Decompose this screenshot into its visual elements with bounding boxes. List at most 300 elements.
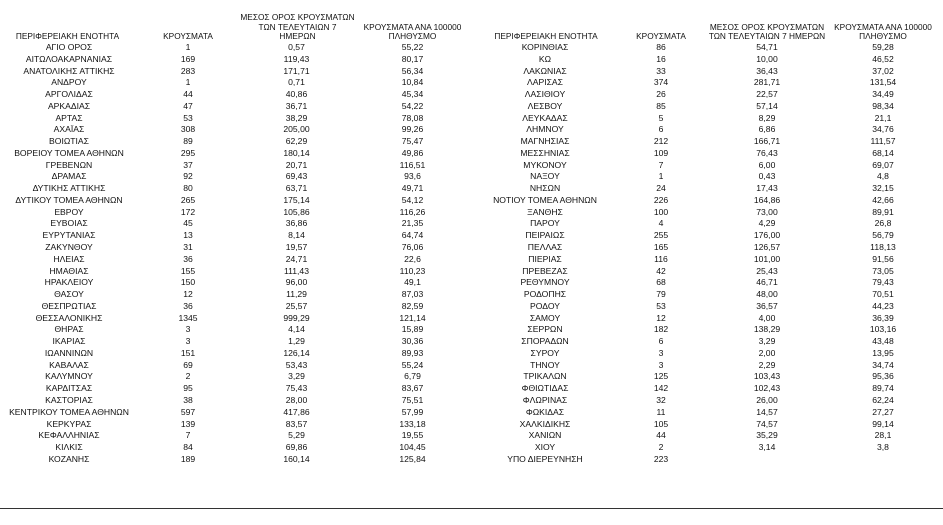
per-100k-cell: 89,74 (872, 383, 894, 394)
region-cell: ΔΡΑΜΑΣ (51, 171, 87, 182)
region-cell: ΘΕΣΠΡΩΤΙΑΣ (41, 300, 97, 311)
region-cell: ΙΩΑΝΝΙΝΩΝ (44, 347, 94, 358)
per-100k-cell: 131,54 (869, 77, 897, 88)
region-cell: ΑΝΑΤΟΛΙΚΗΣ ΑΤΤΙΚΗΣ (23, 65, 115, 76)
table-row (475, 348, 939, 360)
region-cell: ΛΑΚΩΝΙΑΣ (523, 65, 567, 76)
region-cell: ΠΕΙΡΑΙΩΣ (525, 230, 565, 241)
avg-7-days-cell: 175,14 (283, 194, 310, 205)
table-row (0, 54, 470, 66)
avg-7-days-cell: 138,29 (753, 324, 781, 335)
cases-cell: 1345 (178, 312, 198, 323)
header-per-100k: ΚΡΟΥΣΜΑΤΑ ΑΝΑ 100000 ΠΛΗΘΥΣΜΟ (363, 21, 462, 42)
table-row (475, 360, 939, 372)
cases-cell: 109 (653, 147, 669, 158)
table-row (475, 124, 939, 136)
region-cell: ΚΑΛΥΜΝΟΥ (45, 371, 93, 382)
region-cell: ΑΡΤΑΣ (55, 112, 83, 123)
cases-cell: 86 (656, 42, 666, 52)
table-row (0, 360, 470, 372)
avg-7-days-cell: 3,29 (758, 336, 776, 347)
region-cell: ΔΥΤΙΚΗΣ ΑΤΤΙΚΗΣ (32, 183, 106, 194)
table-row (475, 442, 939, 454)
cases-cell: 33 (656, 65, 666, 76)
cases-cell: 1 (185, 42, 191, 52)
table-row (475, 207, 939, 219)
region-cell: ΚΑΣΤΟΡΙΑΣ (45, 394, 93, 405)
table-row (0, 183, 470, 195)
table-row (0, 336, 470, 348)
table-row (475, 289, 939, 301)
avg-7-days-cell: 0,43 (758, 171, 776, 182)
region-cell: ΚΕΡΚΥΡΑΣ (46, 418, 92, 429)
cases-cell: 24 (656, 183, 666, 194)
avg-7-days-cell (707, 454, 827, 466)
region-cell: ΚΕΦΑΛΛΗΝΙΑΣ (38, 430, 100, 441)
per-100k-cell: 68,14 (872, 147, 894, 158)
per-100k-cell: 110,23 (399, 265, 426, 276)
avg-7-days-cell: 3,29 (288, 371, 305, 382)
region-cell: ΕΒΡΟΥ (54, 206, 84, 217)
region-cell: ΗΜΑΘΙΑΣ (49, 265, 89, 276)
cases-cell: 12 (656, 312, 666, 323)
cases-cell: 12 (183, 289, 193, 300)
per-100k-cell: 87,03 (401, 289, 424, 300)
table-row (0, 266, 470, 278)
avg-7-days-cell: 20,71 (285, 159, 308, 170)
per-100k-cell: 15,89 (401, 324, 424, 335)
per-100k-cell: 28,1 (874, 430, 892, 441)
region-cell: ΚΟΖΑΝΗΣ (48, 453, 90, 464)
region-cell: ΜΑΓΝΗΣΙΑΣ (520, 136, 570, 147)
cases-cell: 125 (653, 371, 669, 382)
avg-7-days-cell: 24,71 (285, 253, 308, 264)
cases-cell: 182 (653, 324, 669, 335)
cases-cell: 169 (180, 53, 196, 64)
avg-7-days-cell: 26,00 (756, 394, 778, 405)
table-row (475, 266, 939, 278)
region-cell: ΠΕΛΛΑΣ (527, 242, 563, 253)
region-cell: ΑΧΑΪΑΣ (53, 124, 85, 135)
cases-cell: 5 (658, 112, 664, 123)
per-100k-cell: 103,16 (869, 324, 897, 335)
table-row (475, 195, 939, 207)
region-cell: ΣΕΡΡΩΝ (527, 324, 563, 335)
avg-7-days-cell: 46,71 (756, 277, 778, 288)
per-100k-cell: 111,57 (870, 136, 896, 147)
table-row (0, 66, 470, 78)
cases-cell: 2 (185, 371, 191, 382)
cases-cell: 3 (658, 359, 664, 370)
region-cell: ΛΕΥΚΑΔΑΣ (522, 112, 568, 123)
cases-cell: 89 (183, 136, 193, 147)
right-data-table (475, 42, 939, 466)
region-cell: ΤΡΙΚΑΛΩΝ (523, 371, 567, 382)
avg-7-days-cell: 38,29 (285, 112, 308, 123)
region-cell: ΒΟΙΩΤΙΑΣ (49, 136, 89, 147)
avg-7-days-cell: 4,29 (758, 218, 776, 229)
cases-cell: 255 (653, 230, 669, 241)
per-100k-cell: 76,06 (401, 242, 424, 253)
table-row (475, 89, 939, 101)
avg-7-days-cell: 4,14 (288, 324, 305, 335)
region-cell: ΣΑΜΟΥ (529, 312, 561, 323)
cases-cell: 42 (656, 265, 666, 276)
cases-cell: 139 (180, 418, 196, 429)
region-cell: ΛΑΡΙΣΑΣ (527, 77, 563, 88)
avg-7-days-cell: 11,29 (286, 289, 307, 300)
cases-cell: 53 (183, 112, 193, 123)
per-100k-cell: 99,26 (401, 124, 424, 135)
table-row (0, 42, 470, 54)
avg-7-days-cell: 35,29 (756, 430, 778, 441)
avg-7-days-cell: 36,57 (756, 300, 778, 311)
table-row (0, 89, 470, 101)
region-cell: ΧΑΝΙΩΝ (528, 430, 562, 441)
table-row (0, 348, 470, 360)
per-100k-cell: 34,76 (872, 124, 894, 135)
table-row (0, 324, 470, 336)
cases-cell: 44 (656, 430, 666, 441)
per-100k-cell: 49,71 (401, 183, 424, 194)
region-cell: ΚΙΛΚΙΣ (55, 442, 83, 453)
cases-cell: 4 (658, 218, 664, 229)
table-row (0, 101, 470, 113)
avg-7-days-cell: 74,57 (756, 418, 778, 429)
avg-7-days-cell: 76,43 (756, 147, 778, 158)
header-region: ΠΕΡΙΦΕΡΕΙΑΚΗ ΕΝΟΤΗΤΑ (494, 31, 598, 42)
table-row (0, 113, 470, 125)
avg-7-days-cell: 6,00 (758, 159, 776, 170)
per-100k-cell: 34,74 (872, 359, 894, 370)
per-100k-cell: 78,08 (401, 112, 424, 123)
region-cell: ΘΕΣΣΑΛΟΝΙΚΗΣ (35, 312, 103, 323)
table-row (0, 313, 470, 325)
table-row (0, 371, 470, 383)
per-100k-cell: 10,84 (401, 77, 424, 88)
table-row (475, 101, 939, 113)
region-cell: ΗΡΑΚΛΕΙΟΥ (44, 277, 94, 288)
avg-7-days-cell: 160,14 (283, 453, 310, 464)
region-cell: ΝΗΣΩΝ (529, 183, 561, 194)
cases-cell: 3 (185, 324, 191, 335)
cases-cell: 68 (656, 277, 666, 288)
per-100k-cell: 64,74 (401, 230, 424, 241)
avg-7-days-cell: 126,57 (753, 242, 781, 253)
region-cell: ΑΓΙΟ ΟΡΟΣ (45, 42, 93, 52)
cases-cell: 69 (183, 359, 193, 370)
cases-cell: 150 (180, 277, 196, 288)
cases-cell: 38 (183, 394, 193, 405)
per-100k-cell: 82,59 (401, 300, 424, 311)
avg-7-days-cell: 28,00 (285, 394, 308, 405)
cases-cell: 283 (180, 65, 196, 76)
cases-cell: 6 (658, 336, 664, 347)
per-100k-cell: 104,45 (399, 442, 426, 453)
per-100k-cell: 83,67 (401, 383, 424, 394)
per-100k-cell: 54,22 (401, 100, 424, 111)
table-row (475, 242, 939, 254)
cases-cell: 44 (183, 89, 193, 100)
region-cell: ΠΙΕΡΙΑΣ (528, 253, 562, 264)
avg-7-days-cell: 25,43 (756, 265, 778, 276)
avg-7-days-cell: 75,43 (285, 383, 308, 394)
region-cell: ΘΗΡΑΣ (54, 324, 84, 335)
avg-7-days-cell: 96,00 (285, 277, 308, 288)
avg-7-days-cell: 126,14 (283, 347, 310, 358)
table-row (475, 407, 939, 419)
per-100k-cell: 91,56 (872, 253, 894, 264)
table-row (0, 77, 470, 89)
region-cell: ΚΕΝΤΡΙΚΟΥ ΤΟΜΕΑ ΑΘΗΝΩΝ (9, 406, 129, 417)
region-cell: ΜΕΣΣΗΝΙΑΣ (520, 147, 570, 158)
region-cell: ΠΡΕΒΕΖΑΣ (522, 265, 568, 276)
cases-cell: 92 (183, 171, 193, 182)
cases-cell: 80 (183, 183, 193, 194)
table-row (0, 442, 470, 454)
bottom-rule (0, 508, 943, 509)
avg-7-days-cell: 166,71 (753, 136, 781, 147)
cases-cell: 1 (658, 171, 664, 182)
per-100k-cell: 59,28 (872, 42, 894, 52)
table-row (0, 171, 470, 183)
cases-cell: 151 (180, 347, 196, 358)
table-row (0, 124, 470, 136)
table-row (0, 148, 470, 160)
per-100k-cell: 32,15 (872, 183, 894, 194)
table-row (0, 454, 470, 466)
per-100k-cell: 42,66 (872, 194, 894, 205)
region-cell: ΒΟΡΕΙΟΥ ΤΟΜΕΑ ΑΘΗΝΩΝ (14, 147, 124, 158)
per-100k-cell: 118,13 (870, 242, 896, 253)
table-row (475, 254, 939, 266)
table-row (0, 136, 470, 148)
cases-cell: 265 (180, 194, 196, 205)
cases-cell: 597 (180, 406, 196, 417)
region-cell: ΦΛΩΡΙΝΑΣ (522, 394, 568, 405)
table-row (475, 301, 939, 313)
cases-cell: 189 (180, 453, 196, 464)
left-data-table (0, 42, 470, 466)
avg-7-days-cell: 101,00 (753, 253, 781, 264)
cases-cell: 100 (653, 206, 669, 217)
region-cell: ΣΠΟΡΑΔΩΝ (521, 336, 569, 347)
avg-7-days-cell: 36,71 (285, 100, 308, 111)
table-row (0, 383, 470, 395)
per-100k-cell: 99,14 (872, 418, 894, 429)
region-cell: ΑΡΚΑΔΙΑΣ (47, 100, 91, 111)
region-cell: ΛΗΜΝΟΥ (526, 124, 564, 135)
header-per-100k: ΚΡΟΥΣΜΑΤΑ ΑΝΑ 100000 ΠΛΗΘΥΣΜΟ (834, 21, 932, 42)
cases-cell: 11 (656, 406, 666, 417)
cases-cell: 7 (185, 430, 191, 441)
region-cell: ΞΑΝΘΗΣ (527, 206, 563, 217)
region-cell: ΥΠΟ ΔΙΕΡΕΥΝΗΣΗ (507, 453, 583, 464)
per-100k-cell: 55,24 (401, 359, 424, 370)
table-row (475, 77, 939, 89)
header-avg-7-days: ΜΕΣΟΣ ΟΡΟΣ ΚΡΟΥΣΜΑΤΩΝ ΤΩΝ ΤΕΛΕΥΤΑΙΩΝ 7 ΗΜΕΡΩΝ (240, 12, 355, 42)
region-cell: ΡΟΔΟΥ (530, 300, 560, 311)
per-100k-cell: 13,95 (872, 347, 894, 358)
region-cell: ΕΥΒΟΙΑΣ (50, 218, 88, 229)
avg-7-days-cell: 83,57 (285, 418, 308, 429)
avg-7-days-cell: 69,43 (285, 171, 308, 182)
table-row (0, 242, 470, 254)
region-cell: ΑΝΔΡΟΥ (51, 77, 87, 88)
region-cell: ΚΑΒΑΛΑΣ (49, 359, 89, 370)
per-100k-cell (827, 454, 939, 466)
per-100k-cell: 22,6 (404, 253, 421, 264)
table-row (0, 160, 470, 172)
table-row (0, 301, 470, 313)
avg-7-days-cell: 22,57 (756, 89, 778, 100)
cases-cell: 374 (653, 77, 669, 88)
avg-7-days-cell: 164,86 (753, 194, 781, 205)
per-100k-cell: 69,07 (872, 159, 894, 170)
avg-7-days-cell: 25,57 (285, 300, 308, 311)
per-100k-cell: 55,22 (401, 42, 424, 52)
per-100k-cell: 36,39 (872, 312, 894, 323)
right-table-section (475, 2, 943, 466)
avg-7-days-cell: 281,71 (753, 77, 781, 88)
region-cell: ΚΟΡΙΝΘΙΑΣ (521, 42, 569, 52)
per-100k-cell: 56,79 (872, 230, 894, 241)
region-cell: ΧΑΛΚΙΔΙΚΗΣ (519, 418, 571, 429)
table-row (475, 136, 939, 148)
left-table-section (0, 2, 475, 466)
per-100k-cell: 54,12 (401, 194, 424, 205)
cases-cell: 45 (183, 218, 193, 229)
avg-7-days-cell: 176,00 (753, 230, 781, 241)
cases-cell: 223 (653, 453, 669, 464)
avg-7-days-cell: 0,71 (288, 77, 305, 88)
region-cell: ΝΟΤΙΟΥ ΤΟΜΕΑ ΑΘΗΝΩΝ (493, 194, 597, 205)
avg-7-days-cell: 48,00 (756, 289, 778, 300)
region-cell: ΠΑΡΟΥ (530, 218, 560, 229)
per-100k-cell: 21,35 (401, 218, 424, 229)
table-row (475, 54, 939, 66)
region-cell: ΛΕΣΒΟΥ (527, 100, 563, 111)
per-100k-cell: 45,34 (401, 89, 424, 100)
region-cell: ΙΚΑΡΙΑΣ (52, 336, 86, 347)
avg-7-days-cell: 180,14 (283, 147, 310, 158)
region-cell: ΣΥΡΟΥ (530, 347, 560, 358)
table-row (475, 277, 939, 289)
table-row (475, 419, 939, 431)
cases-cell: 84 (183, 442, 193, 453)
avg-7-days-cell: 10,00 (756, 53, 778, 64)
avg-7-days-cell: 57,14 (756, 100, 778, 111)
table-row (475, 160, 939, 172)
cases-cell: 31 (183, 242, 193, 253)
cases-cell: 1 (185, 77, 191, 88)
avg-7-days-cell: 4,00 (758, 312, 776, 323)
cases-cell: 295 (180, 147, 196, 158)
per-100k-cell: 70,51 (872, 289, 894, 300)
avg-7-days-cell: 1,29 (288, 336, 305, 347)
region-cell: ΕΥΡΥΤΑΝΙΑΣ (42, 230, 96, 241)
avg-7-days-cell: 36,43 (756, 65, 778, 76)
avg-7-days-cell: 54,71 (756, 42, 778, 52)
right-header-row (475, 2, 943, 42)
per-100k-cell: 116,51 (399, 159, 426, 170)
left-header-row (0, 2, 475, 42)
avg-7-days-cell: 62,29 (285, 136, 308, 147)
per-100k-cell: 21,1 (874, 112, 892, 123)
per-100k-cell: 43,48 (872, 336, 894, 347)
avg-7-days-cell: 2,29 (758, 359, 776, 370)
per-100k-cell: 89,93 (401, 347, 424, 358)
per-100k-cell: 30,36 (401, 336, 424, 347)
header-cases: ΚΡΟΥΣΜΑΤΑ (163, 31, 213, 42)
per-100k-cell: 125,84 (399, 453, 426, 464)
per-100k-cell: 75,51 (401, 394, 424, 405)
table-row (475, 230, 939, 242)
region-cell: ΔΥΤΙΚΟΥ ΤΟΜΕΑ ΑΘΗΝΩΝ (15, 194, 123, 205)
table-row (475, 336, 939, 348)
cases-cell: 7 (658, 159, 664, 170)
per-100k-cell: 133,18 (399, 418, 426, 429)
cases-cell: 85 (656, 100, 666, 111)
cases-cell: 2 (658, 442, 664, 453)
per-100k-cell: 80,17 (401, 53, 424, 64)
table-row (0, 419, 470, 431)
table-row (475, 66, 939, 78)
avg-7-days-cell: 0,57 (288, 42, 305, 52)
per-100k-cell: 26,8 (874, 218, 892, 229)
cases-cell: 26 (656, 89, 666, 100)
avg-7-days-cell: 19,57 (285, 242, 308, 253)
avg-7-days-cell: 103,43 (753, 371, 781, 382)
cases-cell: 16 (656, 53, 666, 64)
cases-cell: 155 (180, 265, 196, 276)
region-cell: ΤΗΝΟΥ (530, 359, 560, 370)
cases-cell: 36 (183, 253, 193, 264)
per-100k-cell: 34,49 (872, 89, 894, 100)
cases-cell: 32 (656, 394, 666, 405)
avg-7-days-cell: 105,86 (283, 206, 310, 217)
cases-cell: 165 (653, 242, 669, 253)
table-row (0, 218, 470, 230)
per-100k-cell: 19,55 (401, 430, 424, 441)
cases-cell: 3 (185, 336, 191, 347)
per-100k-cell: 44,23 (872, 300, 894, 311)
cases-cell: 6 (658, 124, 664, 135)
region-cell: ΡΕΘΥΜΝΟΥ (520, 277, 570, 288)
per-100k-cell: 57,99 (401, 406, 424, 417)
avg-7-days-cell: 63,71 (285, 183, 308, 194)
table-row (0, 230, 470, 242)
table-row (475, 171, 939, 183)
region-cell: ΚΑΡΔΙΤΣΑΣ (45, 383, 93, 394)
table-row (475, 313, 939, 325)
region-cell: ΧΙΟΥ (534, 442, 556, 453)
table-row (475, 218, 939, 230)
cases-cell: 226 (653, 194, 669, 205)
header-avg-7-days: ΜΕΣΟΣ ΟΡΟΣ ΚΡΟΥΣΜΑΤΩΝ ΤΩΝ ΤΕΛΕΥΤΑΙΩΝ 7 ΗΜΕΡΩΝ (708, 21, 826, 42)
cases-cell: 95 (183, 383, 193, 394)
cases-cell: 142 (653, 383, 669, 394)
per-100k-cell: 95,36 (872, 371, 894, 382)
region-cell: ΖΑΚΥΝΘΟΥ (45, 242, 93, 253)
avg-7-days-cell: 999,29 (283, 312, 310, 323)
avg-7-days-cell: 40,86 (285, 89, 308, 100)
region-cell: ΓΡΕΒΕΝΩΝ (45, 159, 93, 170)
per-100k-cell: 98,34 (872, 100, 894, 111)
table-row (0, 254, 470, 266)
region-cell: ΑΡΓΟΛΙΔΑΣ (45, 89, 93, 100)
region-cell: ΗΛΕΙΑΣ (53, 253, 85, 264)
